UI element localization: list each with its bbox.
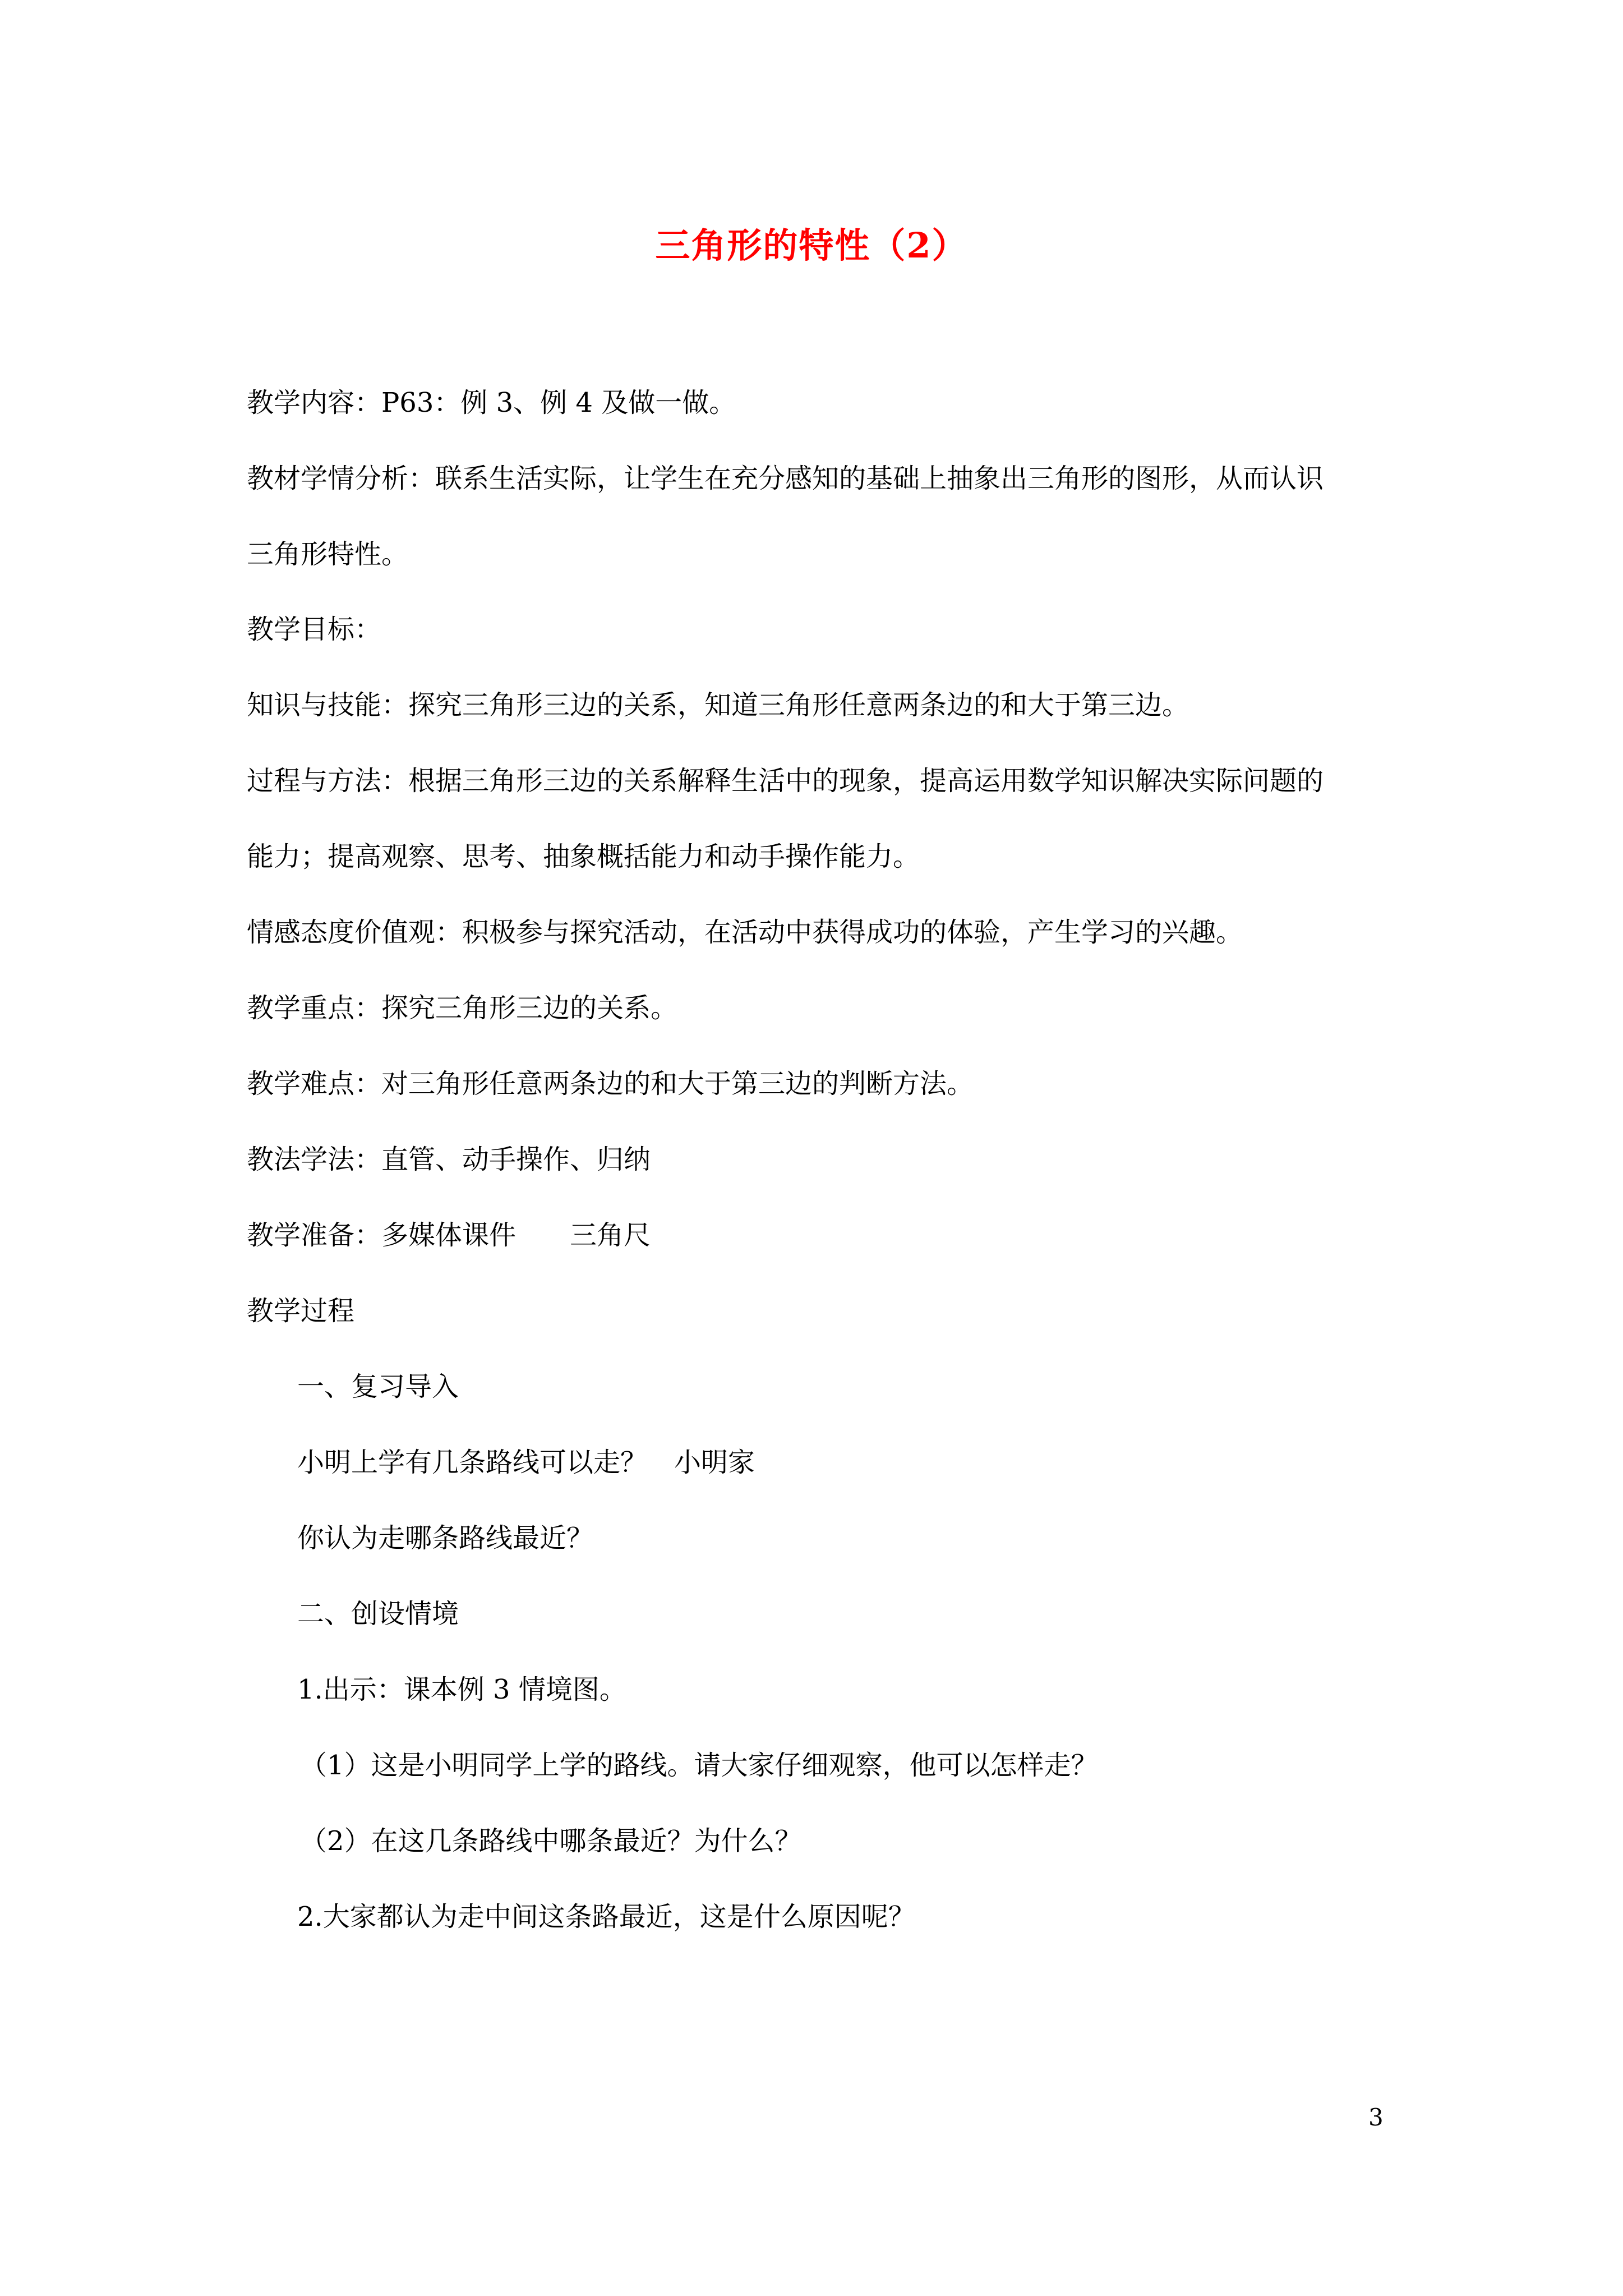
material-analysis-continued: 三角形特性。 — [247, 539, 409, 570]
page-number: 3 — [1368, 2104, 1384, 2131]
document-title: 三角形的特性（2） — [655, 225, 968, 266]
scenario-step-2: 2.大家都认为走中间这条路最近，这是什么原因呢？ — [297, 1901, 915, 1932]
teaching-content: 教学内容：P63：例 3、例 4 及做一做。 — [247, 387, 736, 418]
teaching-goals-heading: 教学目标： — [247, 614, 382, 645]
teaching-preparation: 教学准备：多媒体课件 三角尺 — [247, 1220, 651, 1251]
emotional-values: 情感态度价值观：积极参与探究活动，在活动中获得成功的体验，产生学习的兴趣。 — [247, 917, 1243, 948]
scenario-question-1: （1）这是小明同学上学的路线。请大家仔细观察，他可以怎样走？ — [300, 1750, 1098, 1781]
scenario-question-2: （2）在这几条路线中哪条最近？为什么？ — [300, 1825, 802, 1857]
review-question-shortest: 你认为走哪条路线最近？ — [297, 1522, 594, 1554]
teaching-focus: 教学重点：探究三角形三边的关系。 — [247, 992, 678, 1024]
review-question-routes: 小明上学有几条路线可以走？ 小明家 — [297, 1447, 755, 1478]
scenario-step-1: 1.出示：课本例 3 情境图。 — [297, 1674, 626, 1705]
process-methods: 过程与方法：根据三角形三边的关系解释生活中的现象，提高运用数学知识解决实际问题的 — [247, 765, 1324, 797]
process-methods-continued: 能力；提高观察、思考、抽象概括能力和动手操作能力。 — [247, 841, 920, 872]
teaching-process-heading: 教学过程 — [247, 1295, 355, 1327]
teaching-difficulty: 教学难点：对三角形任意两条边的和大于第三边的判断方法。 — [247, 1068, 974, 1099]
teaching-methods: 教法学法：直管、动手操作、归纳 — [247, 1144, 651, 1175]
knowledge-skills: 知识与技能：探究三角形三边的关系，知道三角形任意两条边的和大于第三边。 — [247, 689, 1189, 721]
section-create-scenario: 二、创设情境 — [297, 1598, 459, 1630]
material-analysis: 教材学情分析：联系生活实际，让学生在充分感知的基础上抽象出三角形的图形，从而认识 — [247, 463, 1324, 494]
section-review-intro: 一、复习导入 — [297, 1371, 459, 1402]
